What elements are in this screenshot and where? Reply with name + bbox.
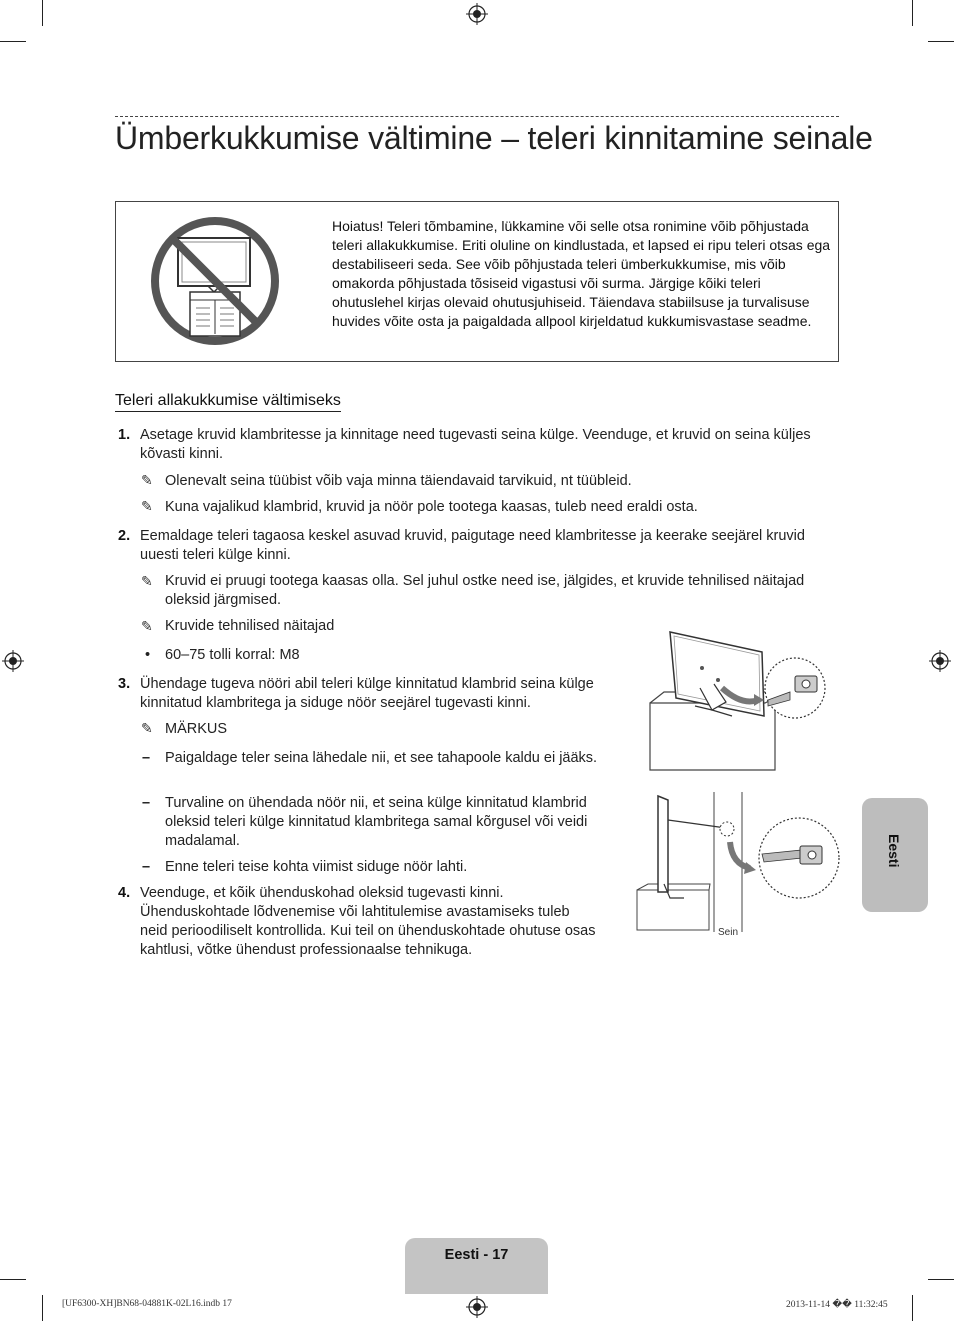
printer-slug-right: 2013-11-14 �� 11:32:45: [786, 1300, 888, 1310]
dash-item: Turvaline on ühendada nöör nii, et seina külge kinnitatud klambrid oleksid teleri külge kinnitatud klambritega samal kõrgusel või veidi madalamal.: [165, 795, 588, 849]
page-number-tab: [405, 1238, 548, 1294]
crop-mark: [0, 41, 26, 42]
note-icon: ✎: [141, 720, 153, 736]
registration-mark-icon: [466, 1296, 488, 1318]
no-tv-tipping-icon: [150, 216, 280, 346]
step-text: Asetage kruvid klambritesse ja kinnitage need tugevasti seina külge. Veenduge, et kruvid on seina küljes kõvasti kinni.: [140, 427, 811, 462]
wall-label: Sein: [718, 927, 739, 938]
dash-icon: –: [142, 859, 151, 875]
note-icon: ✎: [141, 618, 153, 634]
step-number: 2.: [118, 528, 131, 544]
crop-mark: [0, 1279, 26, 1280]
crop-mark: [912, 0, 913, 26]
printer-slug-left: [UF6300-XH]BN68-04881K-02L16.indb 17: [62, 1299, 232, 1309]
language-side-tab-label: Eesti: [886, 834, 902, 868]
crop-mark: [42, 0, 43, 26]
note-heading: MÄRKUS: [165, 721, 228, 737]
bullet-icon: •: [145, 647, 151, 663]
step-text: Eemaldage teleri tagaosa keskel asuvad kruvid, paigutage need klambritesse ja keerake seejärel kruvid uuesti teleri külge kinni.: [140, 528, 805, 563]
language-side-tab: [862, 798, 928, 912]
crop-mark: [912, 1295, 913, 1321]
spec-bullet: 60–75 tolli korral: M8: [165, 647, 300, 663]
page-number: Eesti - 17: [444, 1247, 509, 1263]
step-number: 4.: [118, 885, 131, 901]
step-text: Veenduge, et kõik ühenduskohad oleksid tugevasti kinni. Ühenduskohtade lõdvenemise või lahtitulemise avastamiseks tuleb neid perioodiliselt kontrollida. Kui teil on ühenduskohtade ohutuse osas kahtlusi, võtke ühendust professionaalse tehnikuga.: [140, 885, 596, 958]
step-number: 1.: [118, 427, 131, 443]
tv-wall-cord-illustration: [634, 792, 840, 932]
dash-icon: –: [142, 750, 151, 766]
note-icon: ✎: [141, 573, 153, 589]
dash-icon: –: [142, 795, 151, 811]
dash-item: Enne teleri teise kohta viimist siduge nöör lahti.: [165, 859, 468, 875]
tv-bracket-illustration: [640, 628, 830, 778]
crop-mark: [42, 1295, 43, 1321]
crop-mark: [928, 1279, 954, 1280]
step-number: 3.: [118, 676, 131, 692]
step-note: Olenevalt seina tüübist võib vaja minna täiendavaid tarvikuid, nt tüübleid.: [165, 473, 632, 489]
step-text: Ühendage tugeva nööri abil teleri külge kinnitatud klambrid seina külge kinnitatud klambritega ja siduge nöör seejärel tugevasti kinni.: [140, 676, 594, 711]
registration-mark-icon: [929, 650, 951, 672]
page-title: Ümberkukkumise vältimine – teleri kinnitamine seinale: [115, 120, 873, 156]
step-note: Kruvide tehnilised näitajad: [165, 618, 335, 634]
crop-mark: [928, 41, 954, 42]
note-icon: ✎: [141, 498, 153, 514]
title-rule: [115, 116, 839, 117]
step-note: Kuna vajalikud klambrid, kruvid ja nöör pole tootega kaasas, tuleb need eraldi osta.: [165, 499, 698, 515]
registration-mark-icon: [2, 650, 24, 672]
dash-item: Paigaldage teler seina lähedale nii, et see tahapoole kaldu ei jääks.: [165, 750, 598, 766]
registration-mark-icon: [466, 3, 488, 25]
note-icon: ✎: [141, 472, 153, 488]
section-heading: Teleri allakukkumise vältimiseks: [115, 392, 341, 412]
warning-text: Hoiatus! Teleri tõmbamine, lükkamine või selle otsa ronimine võib põhjustada teleri allakukkumise. Eriti oluline on kindlustada, et lapsed ei ripu teleri otsas ega destabiliseeri seda. See võib põhjustada teleri ümberkukkumise, mis võib omakorda põhjustada tõsiseid vigastusi või surma. Järgige kõiki teleri ohutuslehel kirjas olevaid ohutusjuhiseid. Täiendava stabiilsuse ja turvalisuse huvides võite osta ja paigaldada allpool kirjeldatud kukkumisvastase seadme.: [332, 218, 831, 329]
step-note: Kruvid ei pruugi tootega kaasas olla. Sel juhul ostke need ise, jälgides, et kruvide tehnilised näitajad oleksid järgmised.: [165, 573, 805, 608]
